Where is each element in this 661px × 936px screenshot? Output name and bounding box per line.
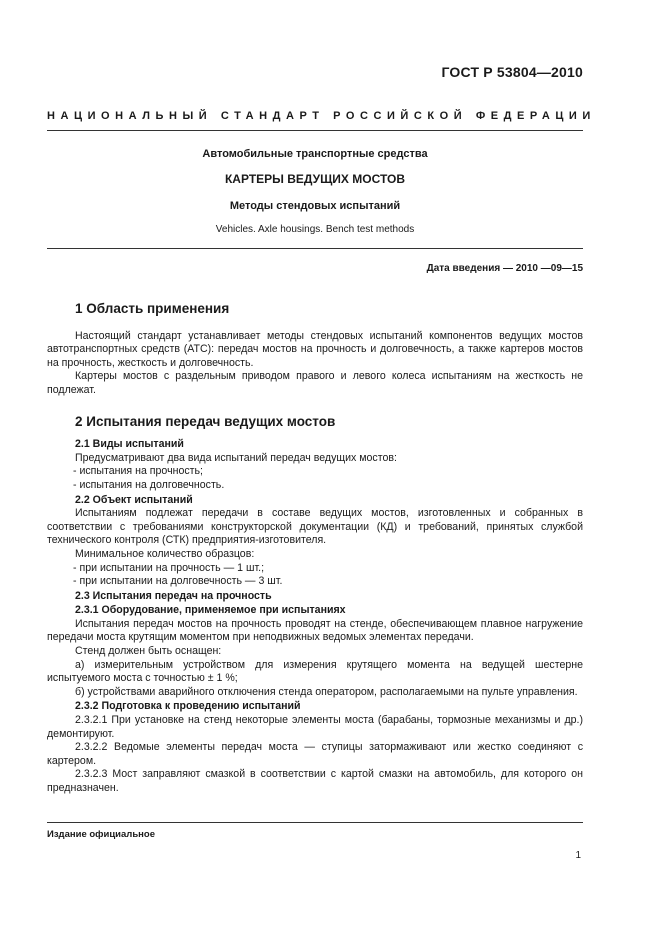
document-title: КАРТЕРЫ ВЕДУЩИХ МОСТОВ	[224, 172, 405, 186]
paragraph: Испытаниям подлежат передачи в составе ведущих мостов, изготовленных и собранных в соответствии с требованиями конструкторской документации (КД) и требований, принятых службой технического контроля (СТК) предприятия-изготовителя.	[47, 507, 583, 547]
section-2-3-2-heading: 2.3.2 Подготовка к проведению испытаний	[75, 700, 301, 713]
section-2-3-1-heading: 2.3.1 Оборудование, применяемое при испытаниях	[75, 604, 346, 617]
national-standard-banner: НАЦИОНАЛЬНЫЙ СТАНДАРТ РОССИЙСКОЙ ФЕДЕРАЦИИ	[47, 110, 596, 122]
list-item: - при испытании на прочность — 1 шт.;	[73, 561, 265, 574]
paragraph: Испытания передач мостов на прочность проводят на стенде, обеспечивающем плавное нагружение передачи моста крутящим моментом при неподвижных ведомых элементах передачи.	[47, 617, 583, 644]
section-2-3-heading: 2.3 Испытания передач на прочность	[75, 589, 272, 602]
paragraph: Картеры мостов с раздельным приводом правого и левого колеса испытаниям на жесткость не подлежат.	[47, 370, 583, 396]
paragraph: Предусматривают два вида испытаний передач ведущих мостов:	[75, 451, 397, 464]
introduction-date: Дата введения — 2010 —09—15	[426, 263, 583, 274]
list-item: - при испытании на долговечность — 3 шт.	[73, 575, 283, 588]
paragraph: 2.3.2.2 Ведомые элементы передач моста — ступицы затормаживают или жестко соединяют с картером.	[47, 741, 583, 767]
title-divider	[47, 248, 583, 249]
list-item: а) измерительным устройством для измерения крутящего момента на ведущей шестерне испытуемого моста с точностью ± 1 %;	[47, 658, 583, 685]
section-2-2-heading: 2.2 Объект испытаний	[75, 493, 193, 506]
top-divider	[47, 130, 583, 131]
standard-code: ГОСТ Р 53804—2010	[441, 64, 583, 80]
english-title: Vehicles. Axle housings. Bench test methods	[215, 224, 415, 235]
section-1-heading: 1 Область применения	[75, 301, 230, 316]
official-edition-label: Издание официальное	[47, 829, 155, 840]
section-2-1-heading: 2.1 Виды испытаний	[75, 438, 184, 451]
document-subtitle: Методы стендовых испытаний	[229, 200, 401, 212]
document-body	[47, 300, 583, 796]
paragraph: Стенд должен быть оснащен:	[75, 645, 222, 658]
page-number: 1	[575, 850, 581, 861]
section-2-heading: 2 Испытания передач ведущих мостов	[75, 413, 336, 429]
list-item: б) устройствами аварийного отключения стенда оператором, располагаемыми на пульте управления.	[75, 685, 578, 698]
document-subject: Автомобильные транспортные средства	[202, 148, 428, 160]
list-item: - испытания на прочность;	[73, 465, 203, 478]
paragraph: 2.3.2.3 Мост заправляют смазкой в соответствии с картой смазки на автомобиль, для которого он предназначен.	[47, 768, 583, 794]
paragraph: Настоящий стандарт устанавливает методы стендовых испытаний компонентов ведущих мостов автотранспортных средств (АТС): передач мостов на прочность и долговечность, а также картеров мостов на прочность, жесткость и долговечность.	[47, 329, 583, 369]
paragraph: 2.3.2.1 При установке на стенд некоторые элементы моста (барабаны, тормозные механизмы и др.) демонтируют.	[47, 714, 583, 740]
paragraph: Минимальное количество образцов:	[75, 547, 255, 560]
footer-divider	[47, 822, 583, 823]
list-item: - испытания на долговечность.	[73, 478, 225, 491]
